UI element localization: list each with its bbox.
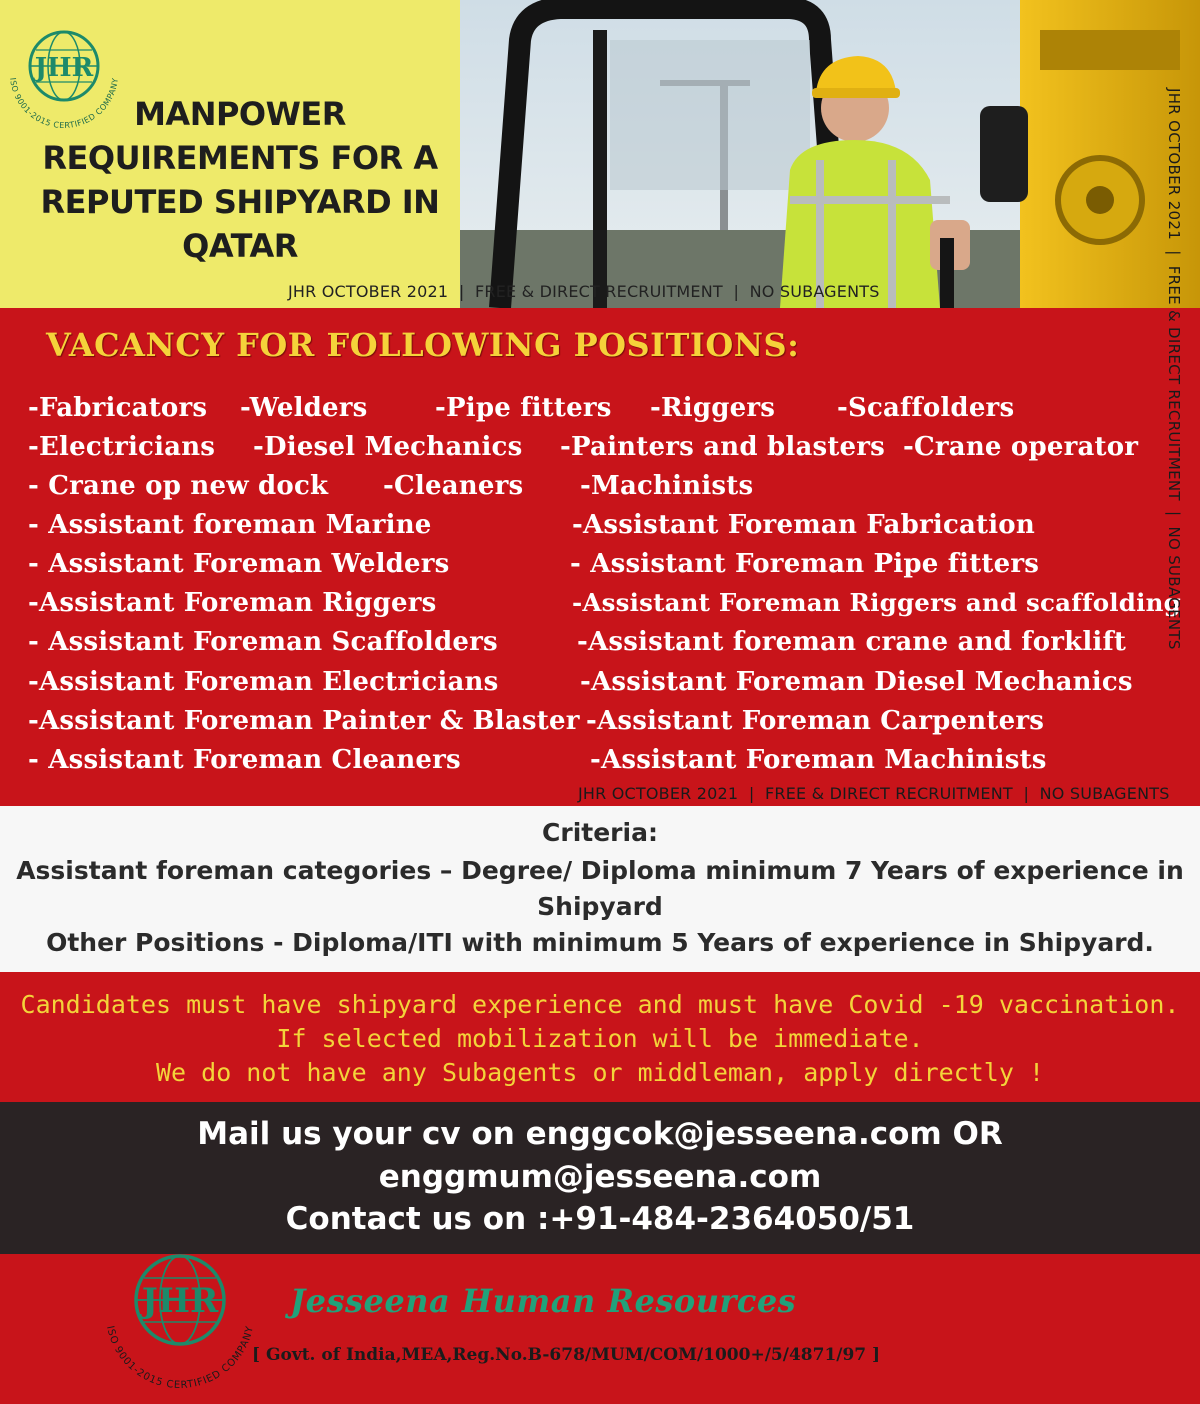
notice-line: Candidates must have shipyard experience and must have Covid -19 vaccination. [20,990,1180,1019]
position-item: -Assistant Foreman Painter & Blaster [28,706,580,736]
position-item: -Painters and blasters [560,432,886,462]
contact-line: enggmum@jesseena.com [378,1159,822,1195]
headline-line: QATAR [182,227,298,265]
position-item: -Assistant foreman crane and forklift [577,627,1127,657]
criteria-section [0,806,1200,972]
svg-text:ISO 9001-2015 CERTIFIED COMPAN [104,1325,256,1391]
footer [0,1254,1200,1400]
position-item: -Assistant Foreman Fabrication [572,510,1035,540]
position-item: -Pipe fitters [435,393,612,423]
position-item: -Scaffolders [837,393,1015,423]
criteria-line: Assistant foreman categories – Degree/ Diploma minimum 7 Years of experience in [16,856,1184,885]
position-item: - Assistant foreman Marine [28,510,432,540]
side-watermark-text: JHR OCTOBER 2021 | FREE & DIRECT RECRUITMENT | NO SUBAGENTS [1165,88,1183,650]
vacancy-bottom-watermark: JHR OCTOBER 2021 | FREE & DIRECT RECRUITMENT | NO SUBAGENTS [578,784,1170,803]
position-item: -Cleaners [383,471,524,501]
position-item: -Assistant Foreman Machinists [590,745,1047,775]
position-item: - Assistant Foreman Cleaners [28,745,461,775]
notice-line: We do not have any Subagents or middleman, apply directly ! [155,1058,1045,1087]
iso-certified-label: ISO 9001-2015 CERTIFIED COMPANY [8,77,120,131]
candidate-notice [0,972,1200,1102]
jhr-logo-icon [92,1254,268,1404]
headline-line: REQUIREMENTS FOR A [42,139,438,177]
iso-certified-label: ISO 9001-2015 CERTIFIED COMPANY [104,1324,256,1392]
position-item: -Assistant Foreman Diesel Mechanics [580,667,1133,697]
position-item: -Assistant Foreman Riggers and scaffolding [572,588,1181,617]
company-name: Jesseena Human Resources [290,1282,797,1320]
crane-operator-photo [460,0,1200,308]
jhr-logo-letters: JHR [34,53,94,83]
position-item: -Welders [240,393,368,423]
headline-line: REPUTED SHIPYARD IN [40,183,440,221]
position-item: -Electricians [28,432,216,462]
side-watermark [1159,88,1187,748]
contact-line: Mail us your cv on enggcok@jesseena.com OR [197,1116,1003,1152]
position-item: - Crane op new dock [28,471,329,501]
position-item: -Assistant Foreman Electricians [28,667,499,697]
criteria-line: Shipyard [537,892,663,921]
contact-line: Contact us on :+91-484-2364050/51 [285,1201,915,1237]
jhr-logo-letters: JHR [141,1281,219,1321]
position-item: - Assistant Foreman Scaffolders [28,627,498,657]
position-item: -Assistant Foreman Riggers [28,588,437,618]
position-item: - Assistant Foreman Pipe fitters [570,549,1040,579]
contact-section [0,1102,1200,1254]
criteria-line: Other Positions - Diploma/ITI with minimum 5 Years of experience in Shipyard. [46,928,1154,957]
headline-line: MANPOWER [134,95,346,133]
registration-number: [ Govt. of India,MEA,Reg.No.B-678/MUM/COM/1000+/5/4871/97 ] [252,1345,881,1365]
position-item: -Machinists [580,471,754,501]
position-item: -Crane operator [903,432,1139,462]
position-item: -Fabricators [28,393,208,423]
header-yellow-panel [0,0,460,308]
criteria-title: Criteria: [542,818,658,847]
vacancy-title: VACANCY FOR FOLLOWING POSITIONS: [46,326,800,364]
header-banner [0,0,1200,308]
notice-line: If selected mobilization will be immediate. [276,1024,924,1053]
position-item: -Diesel Mechanics [253,432,523,462]
position-item: -Assistant Foreman Carpenters [586,706,1045,736]
header-watermark: JHR OCTOBER 2021 | FREE & DIRECT RECRUITMENT | NO SUBAGENTS [288,282,880,301]
position-item: - Assistant Foreman Welders [28,549,450,579]
position-item: -Riggers [650,393,776,423]
headline [30,92,450,268]
